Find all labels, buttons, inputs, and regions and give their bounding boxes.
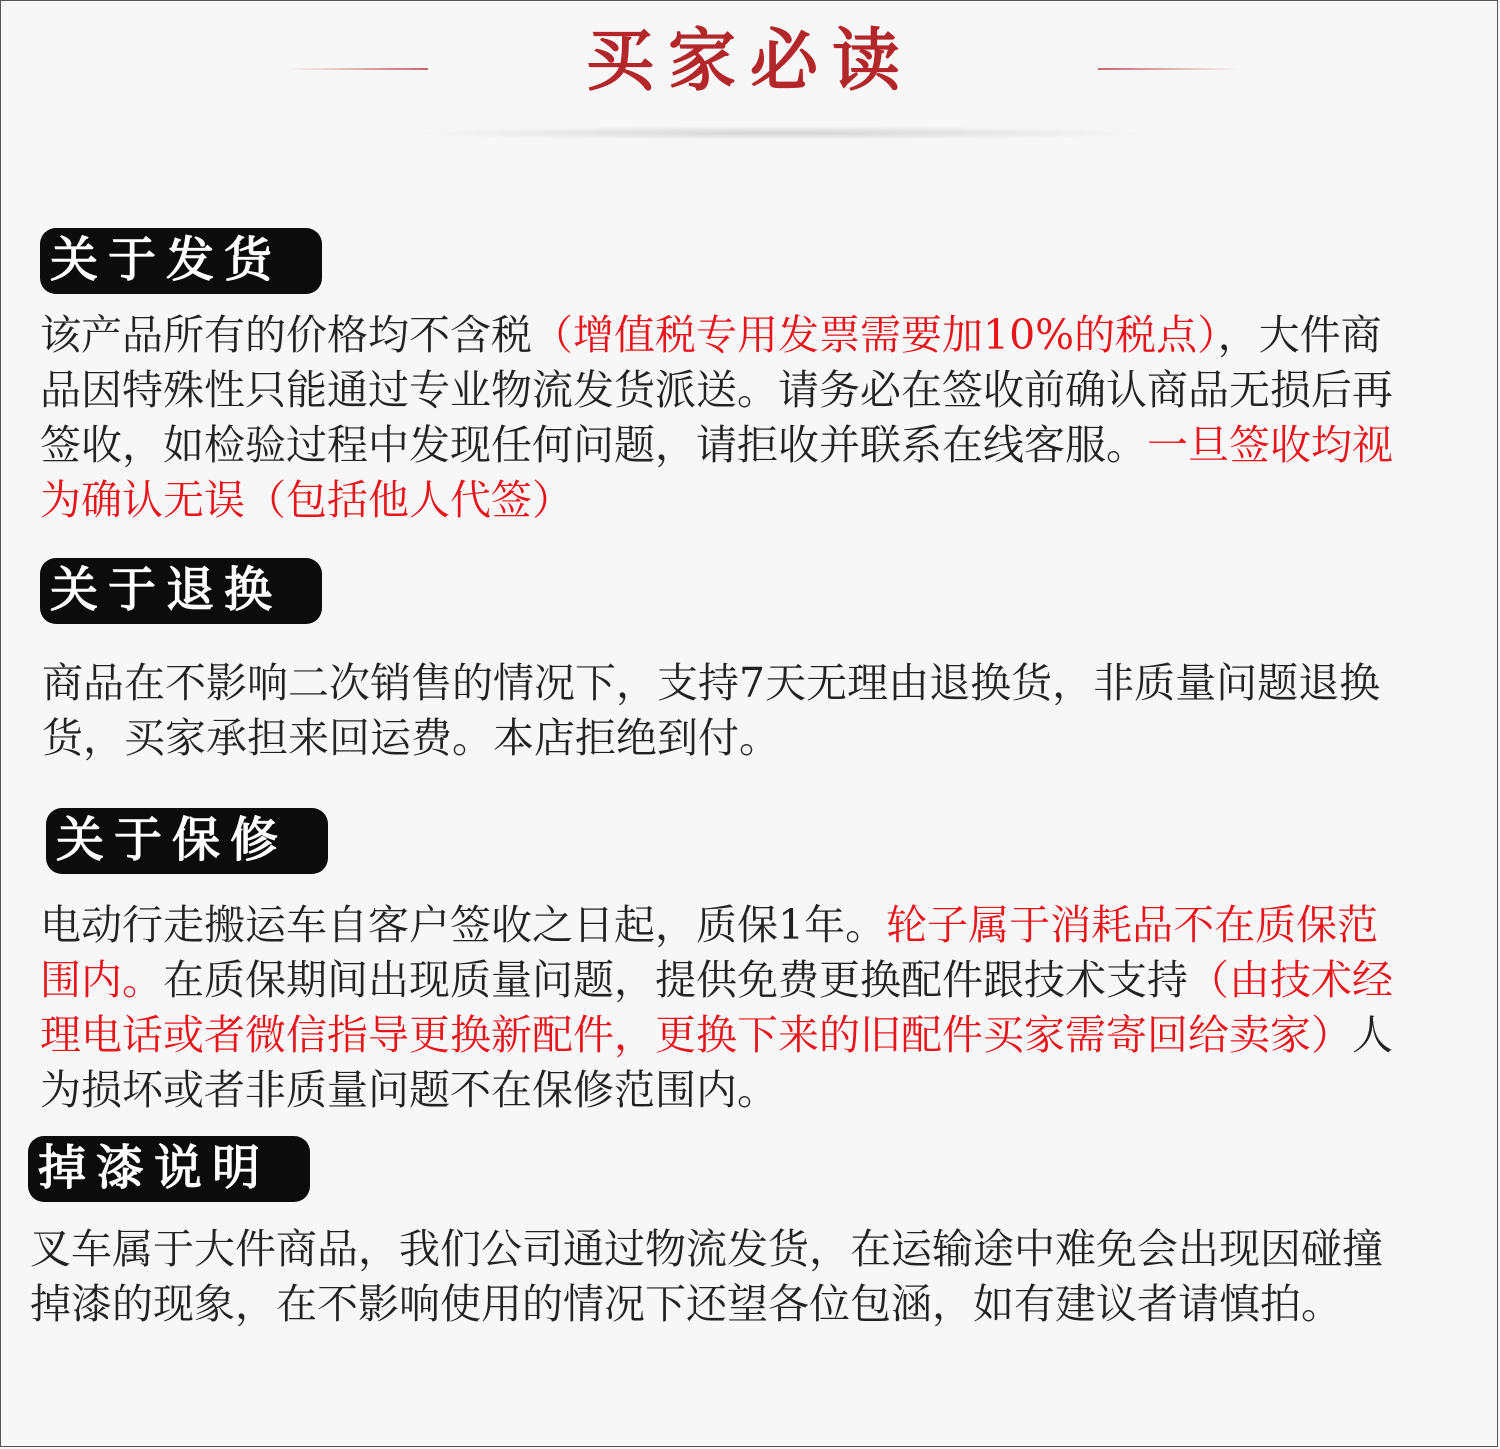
section-heading-shipping: 关于发货 — [40, 228, 322, 294]
warranty-text-wheels: 轮子属于消耗品不在质保范围内。 — [40, 901, 1379, 1004]
section-text-shipping — [40, 308, 1418, 528]
shipping-text-signed-confirm: 一旦签收均视为确认无误（包括他人代签） — [40, 421, 1393, 524]
warranty-text-parts-return: （由技术经理电话或者微信指导更换新配件，更换下来的旧配件买家需寄回给卖家） — [40, 956, 1393, 1059]
warranty-text-support: 在质保期间出现质量问题，提供免费更换配件跟技术支持 — [163, 956, 1188, 1004]
header-divider-right — [1098, 68, 1238, 70]
section-heading-warranty: 关于保修 — [46, 808, 328, 874]
section-text-warranty — [40, 898, 1418, 1118]
shipping-text-tax: 该产品所有的价格均不含税 — [40, 311, 532, 359]
section-heading-returns: 关于退换 — [40, 558, 322, 624]
section-heading-paint: 掉漆说明 — [28, 1136, 310, 1202]
header-shadow — [400, 126, 1160, 140]
warranty-text-period: 电动行走搬运车自客户签收之日起，质保1年。 — [40, 901, 887, 949]
section-text-paint: 叉车属于大件商品，我们公司通过物流发货，在运输途中难免会出现因碰撞掉漆的现象，在不影响使用的情况下还望各位包涵，如有建议者请慎拍。 — [30, 1225, 1383, 1328]
shipping-text-logistics: ，大件商品因特殊性只能通过专业物流发货派送。请务必在签收前确认商品无损后再签收，如检验过程中发现任何问题，请拒收并联系在线客服。 — [40, 311, 1393, 469]
shipping-text-vat-note: （增值税专用发票需要加10%的税点） — [532, 311, 1218, 359]
page-title: 买家必读 — [585, 21, 914, 101]
section-text-returns: 商品在不影响二次销售的情况下，支持7天无理由退换货，非质量问题退换货，买家承担来回运费。本店拒绝到付。 — [42, 659, 1381, 762]
warranty-text-exclusions: 人为损坏或者非质量问题不在保修范围内。 — [40, 1011, 1393, 1114]
